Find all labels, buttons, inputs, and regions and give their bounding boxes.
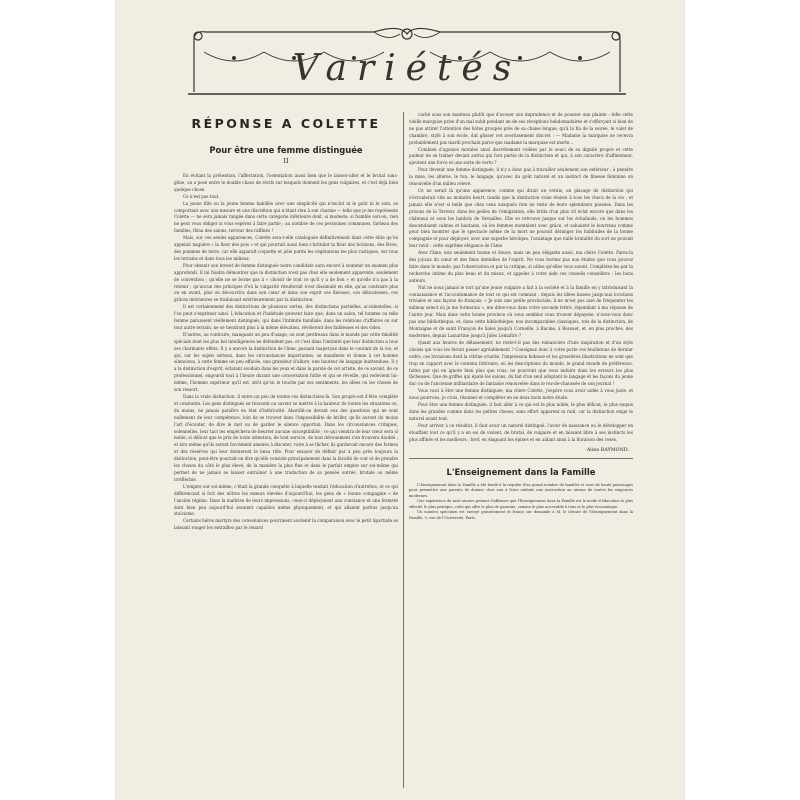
right-column [409,112,633,522]
paragraph: Un numéro spécimen est envoyé gratuitement et franco sur demande à M. le Gérant de l'Enseignement dans la Famille, 5, rue de l'Université, Paris. [409,510,633,521]
right-body [409,112,633,444]
left-column [174,112,398,532]
column-rule [403,112,404,788]
paragraph: Ce ne serait là qu'une apparence, comme qui dirait un vernis, un placage de distinction qui s'écroulerait vite au moindre heurt, tandis que la distinction vraie résiste à tous les chocs de la vie ; et jamais elle n'est si belle que chez ceux auxquels rien ne reste de leurs splendeurs passées. Dans les prisons de la Terreur, dans les geôles de l'émigration, elle brilla d'un plus vif éclat encore que dans les châteaux et sous les lambris de Versailles. Elle se retrouve jusque sur les échafauds, où les hommes descendaient calmes et hautains, où les femmes montaient avec grâce, et saluaient le bourreau comme pour bien montrer que le spectacle même de la mort ne pouvait déranger les habitudes de la bonne compagnie et pour déployer, avec une superbe héroïque, l'avantage que nulle brutalité du sort ne pouvait leur ravir : cette suprême élégance de l'âme. [409,187,633,249]
paragraph: Vous voici à être une femme distinguée, ma chère Colette, j'espère vous avoir aidée à vous juste, et nous pourrons, je crois, résumer et compléter en en deux mots notre étude. [409,388,633,401]
paragraph: Ce n'est pas tout. [183,193,220,199]
article-subtitle: Pour être une femme distinguée [209,145,363,155]
author-signature: Aline RAYMOND. [586,447,629,453]
paragraph: Pour devenir une femme distinguée, il n'y a donc pas à travailler seulement son extérieur : à peindre la mise, les allures, le ton, le langage, qu'avec du goût naturel et un instinct de finesse féminine on renouvelle d'un milieu relevé. [409,167,633,187]
paragraph: Pour arriver à ce résultat, il faut avoir un naturel distingué, l'avoir de naissance ou le développer en étouffant tout ce qu'il y a en soi de violent, de brutal, de vulgaire et en laissant libre à ses instincts les plus affinés et les meilleurs ; bref, en élaguant les épines et en aidant ainsi à la floraison des roses. [409,422,633,442]
enseignement-title: L'Enseignement dans la Famille [446,466,596,477]
paragraph: L'Enseignement dans la Famille a été fondé à la requête d'un grand nombre de familles et sous de hauts patronages pour permettre aux parents de donner chez eux à leurs enfants une instruction au niveau de toutes les exigences modernes. [409,482,633,498]
paragraph: L'empire sur soi-même, c'était la grande conquête à laquelle tendait l'éducation d'autrefois, et ce qui différenciait si fort des nôtres les mœurs élevées d'aujourd'hui, les gens de « bonne compagnie » de l'ancien régime. Dans la maîtrise de leurs impressions, ceux-ci déployaient une constance et une fermeté dont bien peu aujourd'hui seraient capables même physiquement, et qui allaient parfois jusqu'au stoïcisme. [174,483,398,517]
paragraph: Pour obtenir son brevet de femme distinguée notre candidate aura encore à soutenir un examen plus approfondi. Il lui faudra démontrer que la distinction n'est pas chez elle seulement apparente, seulement de convention ; qu'elle ne se borne pas à « choisir de tout ce qu'il y a de bon » et qu'elle n'a pas à la retenir ; qu'aucun des principes d'où la vulgarité résulterait n'est dissimulé en elle, qu'au contraire plus on en avant, plus on découvrira dans son cœur et dans son esprit ces finesses, ces délicatesses, ces grâces intérieures se traduisant extérieurement par la distinction. [174,262,398,303]
paragraph: Avez l'âme, non seulement bonne et douce, mais un peu élégante aussi, ma chère Colette. Parez-la des joyaux du cœur et des fines dentelles de l'esprit. Ne vous bornez pas aux études que vous pouvez faire dans le monde, par l'observation et par la critique, si utiles qu'elles vous soient. Complétez-les par la recherche intime du plus beau et du mieux, et appelez à votre aide ces conseils conseillers : les bons auteurs. [409,250,633,283]
paragraph: Quant aux heures de délassement, ne reste-t-il pas des romanciers d'une inspiration et d'un style choisis qui vous les feront passer agréablement ? Consignez donc à votre porte ces feuilletons de dernier ordre, ces livraisons dont la vitrine criarde, l'impression hideuse et les grossières illustrations ne sont que trop en rapport avec le contenu littéraire, où les descriptions du monde, le grand monde de préférence, faites par qui en ignore bien plus que vous, ne pourront que vous induire dans les erreurs les plus fâcheuses. Que de griffes qui épaté les salons, du fait d'un seul adoptant le langage et les façons du jeune duc ou de l'ancienne milliardaire de fantaisie renouvelée dans le rez-de-chaussée de son journal ! [409,339,633,387]
varietes-banner [174,22,640,100]
paragraph: Nul ne nous jamais le tort qu'une jeune vulgaire a fait à la société et à la famille en y introduisant la connaissance et l'accoutumance de tout ce qui est commun : depuis les idées basses jusqu'aux locutions triviales et aux façons de français. « Je suis une petite provinciale, il ne m'est pas aisé de fréquenter les milieux select où je me formerais », me dites-vous dans votre seconde lettre, répondant à ma réponse de l'autre jour. Mais dans cette bonne province où vous semblez vous trouver dépaysée, n'avez-vous donc pas une bibliothèque, et, dans cette bibliothèque, nos incomparables classiques, rois de la distinction, de Montaigne et de saint François de Sales jusqu'à Corneille, à Racine, à Bossuet, et, en plus proches, des modernes, depuis Lamartine jusqu'à Jules Lemaître ? [409,284,633,338]
paragraph: Combien d'agonies morales ainsi discrètement voilées par le souci de sa dignité propre et cette pudeur de se traîner devant autrui qui font partie de la distinction et qui, à son caractère d'affinement, ajoutent une force et une sorte de vertu ? [409,146,633,166]
paragraph: En évitant la prétention, l'affectation, l'ostentation aussi bien que le laisser-aller et le brutal sans-gêne, on a posé entre le double chaos de récifs sur lesquels donnent les gens vulgaires, et c'est déjà bien quelque chose. [174,173,398,192]
section-number: II [283,157,289,165]
left-body [174,173,398,532]
paragraph: Mais, sur ces seules apparences, Colette sera-t-elle cataloguée définitivement dans cette élite qu'on appelait naguère « la fleur des pois » et qui pourrait aussi bien s'intituler la fleur des horizons, des fèves, des pommes de terre, car elle apparaît coquette et jolie parmi les végétations les plus rustiques, sur tous les terrains et dans tous les milieux. [174,235,398,261]
paragraph: Dans la vraie distinction, il entre un peu de toutes ces distinctions-là. Son propre est d'être complète et constante. Les gens distingués se trouvent ou savent se mettre à la hauteur de toutes les situations ou, du moins, ne jamais paraître en état d'infériorité. Abordât-on devant eux des questions qui ne sont nullement de leur compétence, loin de se trouver dans l'impossibilité de briller, qu'ils auront du moins l'art d'écouter, de dire le mot ou de garder le silence opportun. Dans les circonstances critiques, solennelles, leur tact les empêchera de heurter aucune susceptibilité ; ce qui viendra de leur cœur sera si noble, si délicat que le prix de toute attention, de tout service, de tout dévouement s'en trouvera doublé ; et lors même qu'ils seront forcément amenés à discuter, voire à se fâcher, ils garderont encore des formes et des réserves qui leur donneront le beau rôle. Pour essayer de définir par à peu près toujours la distinction, peut-être pourrait-on dire qu'elle consiste principalement dans la faculté de voir et de prendre les choses du côté le plus élevé, de la manière la plus fine et dans le parfait empire sur soi-même qui permet de ne jamais se laisser entraîner à une traduction de sa pensée outrée, brutale ou même irréfléchie. [174,394,398,482]
paragraph: La jeune fille ou la jeune femme habillée avec une simplicité qui n'exclut ni le goût ni le soin, se comportant avec une mesure et une discrétion qui n'étant rien à son charme — telle que je me représente Colette — ne sera jamais rangée dans cette catégorie inférieure dont, si modeste, si humble soit-on, rien ne peut vous obliger si vous espérez à faire partie ; au nombre de ces personnes communes, fardeau des familles, fléau des salons, terreur des raffinés ! [174,200,398,234]
paragraph: Certains héros martyrs des convenances pourraient soutenir la comparaison avec le petit Spartiate se laissant ronger les entrailles par le renard [174,518,398,531]
paragraph: Il est certainement des distinctions de plusieurs sortes, des distinctions partielles, accidentelles, si l'on peut s'exprimer ainsi. L'éducation et l'habitude peuvent faire que, dans un salon, tel homme ou telle femme paraissent réellement distingués, qui dans l'intimité familiale, dans les relations d'affaires ou sur tout autre terrain, ne se tiendront plus à la même élévation, révéleront des faiblesses et des vides. [174,304,398,330]
paragraph: D'autres, au contraire, manquent un peu d'usage, ou sont perdreaux dans le monde par cette timidité spéciale dont les plus bel intelligences ne défendent pas, et c'est dans l'intimité que leur distinction a tous ses charmants effets. Il y a encore la distinction de l'âme, passant inaperçue dans le courant de la vie, et qui, sur les sujets sérieux, dans les circonstances importantes, se manifeste et donne à cet homme silencieux, à cette femme un peu effacée, une grandeur d'allure, une hauteur de langage inattendues. Il y a la distinction d'esprit, éclatant soudain dans les yeux et dans la parole de cet artiste, de ce savant, de ce professionnel, engourdi tout à l'heure durant une conversation futile et qui se réveille, qui redevient lui-même, l'homme supérieur qu'il est, sitôt qu'on le touche par ses sentiments, les idées ou les choses de son ressort. [174,331,399,393]
enseignement-body [409,483,633,522]
paragraph: caché sous son manteau plutôt que d'avouer son imprudence et de pousser une plainte : telle cette vieille marquise prise d'un mal subit pendant un de ses réceptions hebdomadaires et s'efforçant si bien de ne pas attirer l'attention des hôtes groupés près de sa chaise longue, qu'à la fin de la soirée, le valet de chambre, stylé à son école, dut glisser cet avertissement discret : — Madame la marquise ne recevra probablement pas mardi prochain parce que madame la marquise est morte… [409,112,633,145]
newspaper-page [116,0,684,800]
paragraph: Pour être une femme distinguée, il faut aller à ce qui est le plus noble, le plus délicat, le plus exquis dans les grandes comme dans les petites choses, sans effort apparent ni raid, car la distinction exige le naturel avant tout. [409,402,633,421]
section-title: Variétés [292,48,522,89]
article-title: RÉPONSE A COLETTE [191,116,381,131]
paragraph: Une expérience de neuf années permet d'affirmer que l'Enseignement dans la Famille est le mode d'éducation le plus effectif, le plus pratique, celui qui offre le plus de garantie, comme le plus accessible à tous et le plus économique. [409,499,633,509]
section-divider [409,458,633,459]
